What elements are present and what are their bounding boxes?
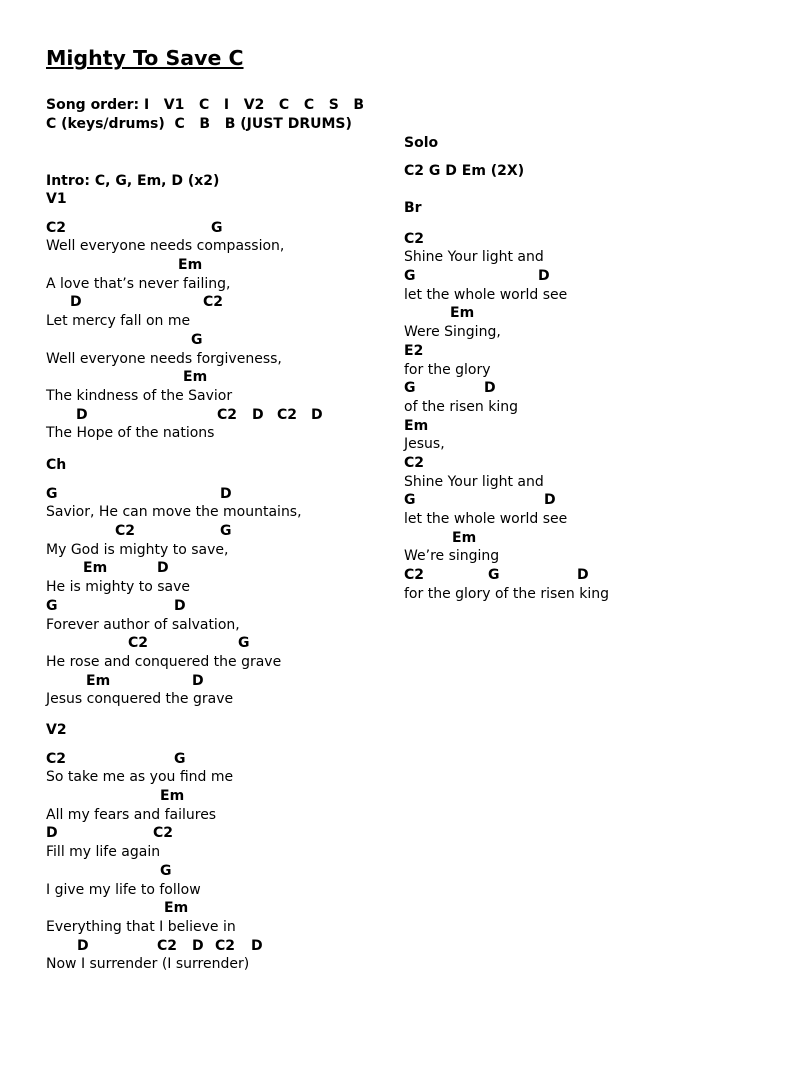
lyric-line: Forever author of salvation, <box>46 616 240 633</box>
verse-1-section <box>46 190 386 443</box>
chord: C2 <box>217 406 238 423</box>
chord: C2 <box>404 567 425 584</box>
section-label-br: Br <box>404 200 422 216</box>
lyric-line: He is mighty to save <box>46 579 191 596</box>
chord: D <box>220 485 232 502</box>
chord: C2 <box>215 937 236 954</box>
lyric-line: let the whole world see <box>404 286 568 303</box>
chord-line <box>46 787 386 806</box>
section-label-ch: Ch <box>46 457 67 473</box>
chord-line <box>46 485 386 504</box>
chord: Em <box>452 529 477 546</box>
chord: C2 <box>115 523 136 540</box>
lyric-line: Well everyone needs forgiveness, <box>46 350 282 367</box>
lyric-line: Were Singing, <box>404 324 501 341</box>
song-order-line-2: C (keys/drums) C B B (JUST DRUMS) <box>46 116 352 132</box>
chord: G <box>211 219 223 236</box>
section-label-v2: V2 <box>46 722 67 738</box>
chord: D <box>157 560 169 577</box>
chord: Em <box>83 560 108 577</box>
chord: G <box>220 523 232 540</box>
lyric-line: Shine Your light and <box>404 249 544 266</box>
chord: G <box>160 862 172 879</box>
lyric-line: Well everyone needs compassion, <box>46 238 285 255</box>
verse-2-section <box>46 721 386 974</box>
chord: G <box>46 597 58 614</box>
chord: D <box>76 406 88 423</box>
chord: Em <box>164 900 189 917</box>
chord-line <box>404 342 764 361</box>
lyric-line: Jesus, <box>404 436 445 453</box>
chord: G <box>46 485 58 502</box>
chord-line <box>46 406 386 425</box>
chord: Em <box>160 788 185 805</box>
chord-line <box>46 750 386 769</box>
chord: G <box>404 492 416 509</box>
chord: D <box>577 567 589 584</box>
chord: G <box>404 380 416 397</box>
chord-line <box>404 304 764 323</box>
lyric-line: Shine Your light and <box>404 473 544 490</box>
chord: C2 <box>277 406 298 423</box>
chord: C2 <box>203 294 224 311</box>
chord: C2 <box>404 454 425 471</box>
chord: G <box>191 331 203 348</box>
section-label-v1: V1 <box>46 191 67 207</box>
section-label-solo: Solo <box>404 135 439 151</box>
chord: Em <box>404 417 429 434</box>
lyric-line: He rose and conquered the grave <box>46 653 282 670</box>
chord-line <box>46 862 386 881</box>
chord-line <box>404 454 764 473</box>
chord-line <box>404 566 764 585</box>
chord-line <box>46 559 386 578</box>
chord-line <box>46 219 386 238</box>
lyric-line: The Hope of the nations <box>46 425 215 442</box>
chord: D <box>538 268 550 285</box>
chord-line <box>46 937 386 956</box>
lyric-line: We’re singing <box>404 548 500 565</box>
chord-line <box>404 230 764 249</box>
lyric-line: for the glory of the risen king <box>404 585 609 602</box>
lyric-line: A love that’s never failing, <box>46 275 231 292</box>
lyric-line: Everything that I believe in <box>46 918 236 935</box>
song-order-line-1: Song order: I V1 C I V2 C C S B <box>46 97 365 113</box>
lyric-line: I give my life to follow <box>46 881 201 898</box>
chord-line <box>46 899 386 918</box>
lyric-line: for the glory <box>404 361 491 378</box>
chord: C2 <box>153 825 174 842</box>
lyric-line: The kindness of the Savior <box>46 387 233 404</box>
lyric-line: So take me as you find me <box>46 769 234 786</box>
lyric-line: Jesus conquered the grave <box>46 691 234 708</box>
lyric-line: Fill my life again <box>46 844 161 861</box>
lyric-line: All my fears and failures <box>46 806 217 823</box>
chord-line <box>404 267 764 286</box>
lyric-line: Let mercy fall on me <box>46 313 191 330</box>
chord: G <box>404 268 416 285</box>
chord: Em <box>86 672 111 689</box>
chord-line <box>46 597 386 616</box>
lyric-line: Now I surrender (I surrender) <box>46 956 250 973</box>
chord: E2 <box>404 342 424 359</box>
chord: D <box>544 492 556 509</box>
chord: G <box>174 750 186 767</box>
chord: C2 <box>128 635 149 652</box>
chord-line <box>404 529 764 548</box>
lyric-line: of the risen king <box>404 398 519 415</box>
chord: C2 <box>46 750 67 767</box>
chord: C2 <box>404 230 425 247</box>
chorus-section <box>46 456 386 709</box>
chord: D <box>77 937 89 954</box>
chord: Em <box>450 305 475 322</box>
chord: D <box>484 380 496 397</box>
chord-line <box>46 824 386 843</box>
chord: D <box>251 937 263 954</box>
chord-line <box>46 672 386 691</box>
intro-line: Intro: C, G, Em, D (x2) <box>46 173 220 189</box>
song-title: Mighty To Save C <box>46 46 244 70</box>
chord-line <box>46 293 386 312</box>
lyric-line: let the whole world see <box>404 511 568 527</box>
chord-line <box>46 368 386 387</box>
chord: D <box>252 406 264 423</box>
chord: D <box>192 672 204 689</box>
chord: C2 <box>157 937 178 954</box>
lyric-line: Savior, He can move the mountains, <box>46 504 302 521</box>
chord: Em <box>183 369 208 386</box>
chord: D <box>70 294 82 311</box>
bridge-section <box>404 199 764 603</box>
chord: G <box>488 567 500 584</box>
chord-line <box>46 256 386 275</box>
lyric-line: My God is mighty to save, <box>46 541 229 558</box>
chord: G <box>238 635 250 652</box>
chord-line <box>46 331 386 350</box>
chord: C2 <box>46 219 67 236</box>
chord: D <box>311 406 323 423</box>
chord-line <box>46 522 386 541</box>
chord-line <box>404 379 764 398</box>
chord: Em <box>178 257 203 274</box>
chord: D <box>46 825 58 842</box>
solo-chords: C2 G D Em (2X) <box>404 163 525 179</box>
chord: D <box>192 937 204 954</box>
chord-line <box>404 417 764 436</box>
chord-line <box>404 491 764 510</box>
chord: D <box>174 597 186 614</box>
chord-line <box>46 634 386 653</box>
